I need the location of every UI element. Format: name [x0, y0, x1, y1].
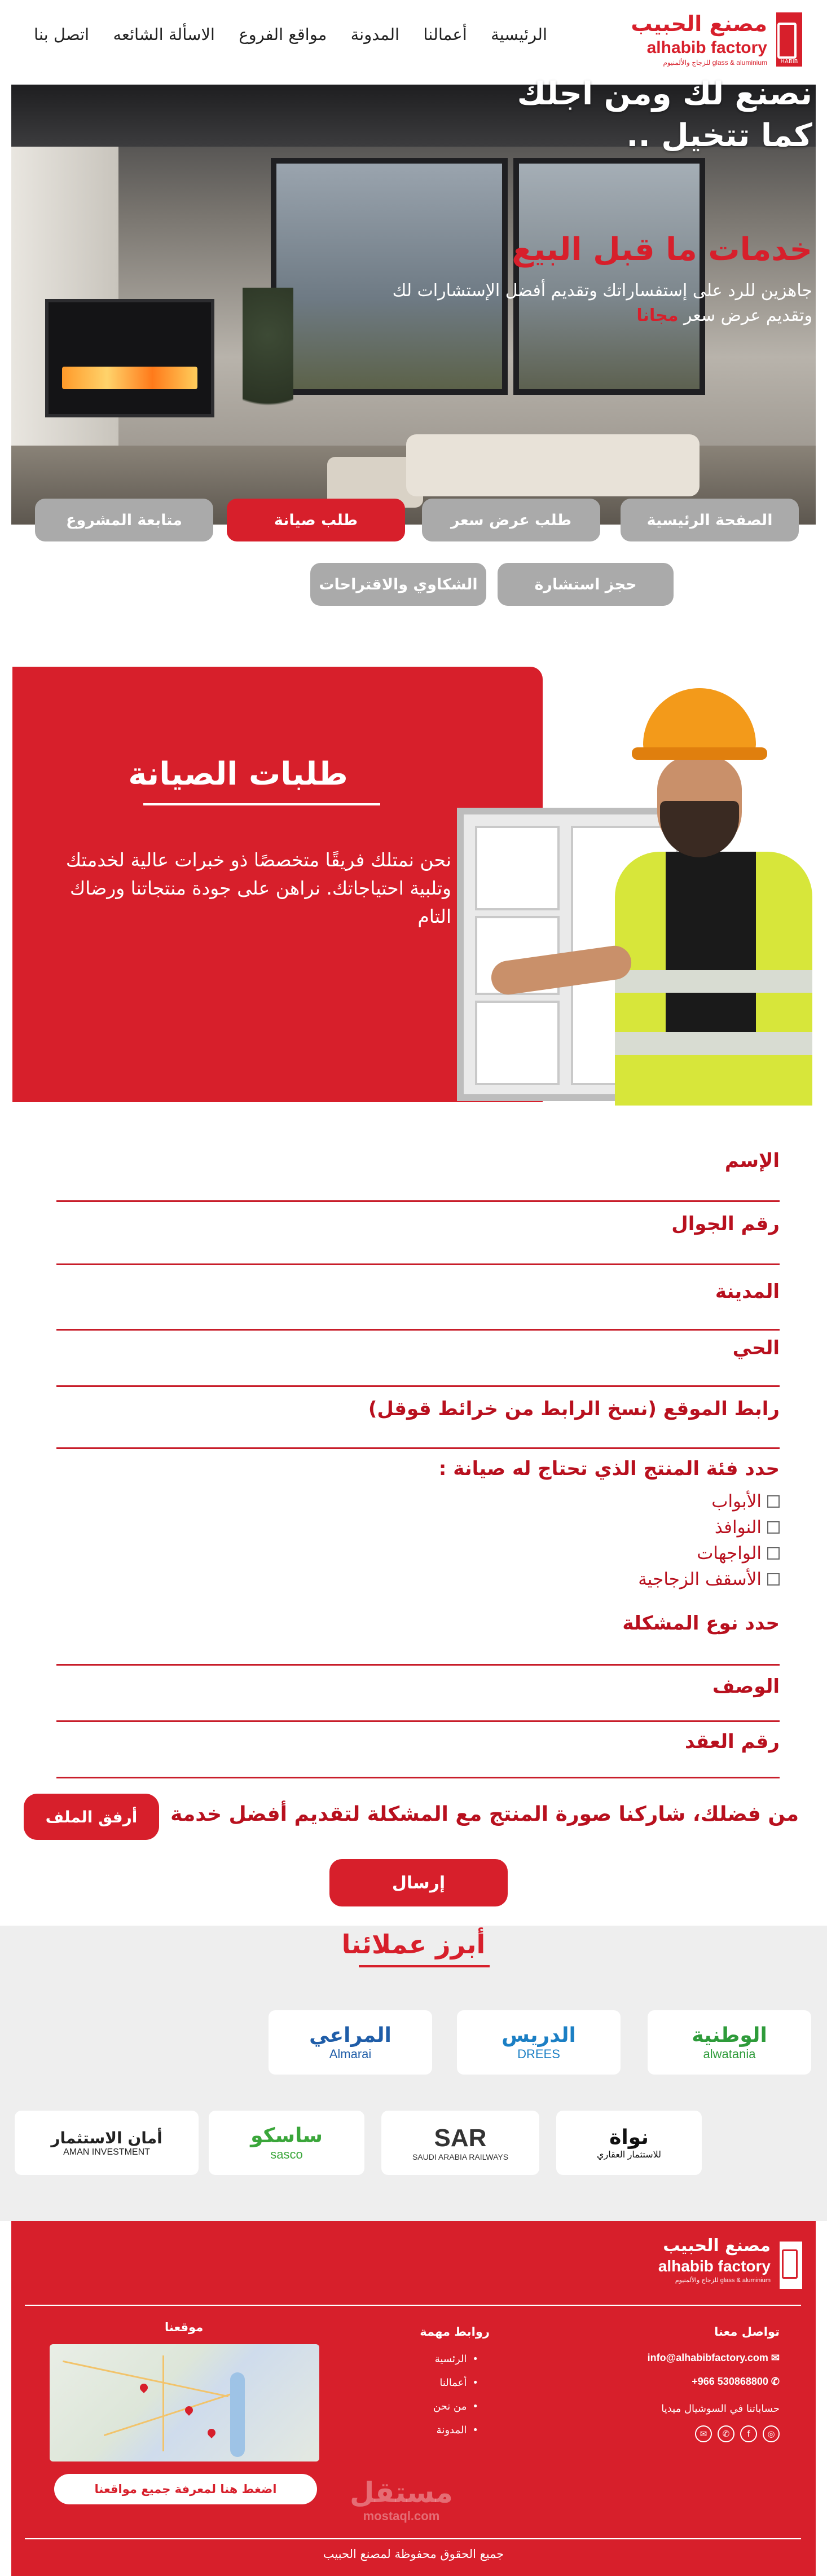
category-glass-roofs[interactable]: الأسقف الزجاجية	[638, 1569, 780, 1589]
home-page-button[interactable]: الصفحة الرئيسية	[621, 499, 799, 541]
footer-logo-mark	[780, 2242, 802, 2289]
city-underline	[56, 1329, 780, 1331]
footer-link-home[interactable]: • الرئسية	[435, 2353, 478, 2365]
district-label: الحي	[732, 1337, 780, 1359]
nav-works[interactable]: أعمالنا	[423, 25, 467, 44]
hero-sofa	[406, 434, 700, 496]
footer-logo-english: alhabib factory	[658, 2257, 771, 2275]
name-input[interactable]	[56, 1166, 564, 1195]
nav-faq[interactable]: الاسألة الشائعه	[113, 25, 215, 44]
footer-logo-arabic: مصنع الحبيب	[663, 2236, 771, 2256]
footer-phone[interactable]: +966 530868800 ✆	[692, 2376, 780, 2387]
attach-file-button[interactable]: أرفق الملف	[24, 1794, 159, 1840]
footer-bottom-divider	[25, 2538, 801, 2539]
nav-home[interactable]: الرئيسية	[491, 25, 547, 44]
instagram-icon[interactable]: ◎	[763, 2425, 780, 2442]
category-windows[interactable]: النوافذ	[715, 1517, 780, 1538]
logo-subtitle: glass & aluminium للزجاج والألمنيوم	[663, 59, 767, 67]
hero-subtitle: خدمات ما قبل البيع	[512, 231, 812, 268]
description-label: الوصف	[712, 1675, 780, 1698]
category-title: حدد فئة المنتج الذي تحتاج له صيانة :	[438, 1457, 780, 1480]
maintenance-title: طلبات الصيانة	[128, 756, 348, 792]
hero-window	[513, 158, 705, 395]
copyright-text: جميع الحقوق محفوظة لمصنع الحبيب	[323, 2547, 504, 2561]
whatsapp-icon[interactable]: ✆	[718, 2425, 734, 2442]
maintenance-description: نحن نمتلك فريقًا متخصصًا ذو خبرات عالية لخدمتك وتلبية احتياجاتك. نراهن على جودة منتجاتنا ورضاك التام	[65, 849, 451, 927]
city-input[interactable]	[56, 1297, 564, 1326]
client-logo-sar: SAR SAUDI ARABIA RAILWAYS	[381, 2111, 539, 2175]
email-social-icon[interactable]: ✉	[695, 2425, 712, 2442]
category-doors[interactable]: الأبواب	[711, 1491, 780, 1512]
links-heading: روابط مهمة	[420, 2325, 490, 2339]
footer-divider	[25, 2305, 801, 2306]
name-label: الإسم	[724, 1150, 780, 1172]
checkbox[interactable]	[767, 1573, 780, 1586]
worker-image	[581, 688, 827, 1106]
footer-link-works[interactable]: • أعمالنا	[439, 2377, 478, 2389]
client-logo-almarai: المراعي Almarai	[269, 2010, 432, 2075]
location-input[interactable]	[56, 1415, 564, 1443]
problem-type-underline	[56, 1664, 780, 1666]
nav-blog[interactable]: المدونة	[350, 25, 400, 44]
client-logo-aldrees: الدريس DREES	[457, 2010, 621, 2075]
map-water	[230, 2372, 245, 2457]
facebook-icon[interactable]: f	[740, 2425, 757, 2442]
district-input[interactable]	[56, 1354, 564, 1382]
footer-email[interactable]: ✉ info@alhabibfactory.com	[647, 2352, 780, 2363]
location-label: رابط الموقع (نسخ الرابط من خرائط قوقل)	[368, 1398, 780, 1420]
category-facades[interactable]: الواجهات	[697, 1543, 780, 1564]
footer-logo-subtitle: glass & aluminium للزجاج والألمنيوم	[675, 2277, 771, 2284]
all-locations-button[interactable]: اضغط هنا لمعرفة جميع مواقعنا	[54, 2474, 317, 2504]
mobile-label: رقم الجوال	[671, 1213, 780, 1235]
checkbox[interactable]	[767, 1547, 780, 1560]
project-follow-button[interactable]: متابعة المشروع	[35, 499, 213, 541]
client-logo-alwatania: الوطنية alwatania	[648, 2010, 811, 2075]
description-underline	[56, 1720, 780, 1722]
client-logo-nawah: نواة للاستثمار العقاري	[556, 2111, 702, 2175]
contract-label: رقم العقد	[684, 1730, 780, 1753]
problem-type-label: حدد نوع المشكلة	[622, 1612, 780, 1635]
checkbox[interactable]	[767, 1521, 780, 1534]
location-heading: موقعنا	[165, 2320, 204, 2334]
map-pin-icon[interactable]	[138, 2382, 149, 2393]
footer-link-about[interactable]: • من نحن	[433, 2401, 478, 2412]
upload-instruction: من فضلك، شاركنا صورة المنتج مع المشكلة لتقديم أفضل خدمة	[170, 1803, 799, 1826]
logo-mark: HABIB	[776, 12, 802, 67]
request-quote-button[interactable]: طلب عرض سعر	[422, 499, 600, 541]
site-logo[interactable]	[588, 12, 802, 69]
client-logo-aman: أمان الاستثمار AMAN INVESTMENT	[15, 2111, 199, 2175]
location-underline	[56, 1447, 780, 1449]
name-underline	[56, 1200, 780, 1202]
checkbox[interactable]	[767, 1495, 780, 1508]
request-maintenance-button[interactable]: طلب صيانة	[227, 499, 405, 541]
map-pin-icon[interactable]	[206, 2427, 217, 2438]
hero-description: جاهزين للرد على إستفساراتك وتقديم أفضل الإستشارات لك وتقديم عرض سعر مجانا	[392, 281, 812, 325]
complaints-button[interactable]: الشكاوي والاقتراحات	[310, 563, 486, 606]
mobile-input[interactable]	[56, 1230, 564, 1258]
watermark: مستقل mostaql.com	[350, 2476, 453, 2523]
hero-fire	[62, 367, 197, 389]
free-highlight: مجانا	[636, 306, 679, 325]
city-label: المدينة	[715, 1280, 780, 1303]
logo-arabic-text: مصنع الحبيب	[631, 11, 767, 36]
main-nav	[34, 25, 547, 44]
nav-branches[interactable]: مواقع الفروع	[239, 25, 327, 44]
mail-icon: ✉	[768, 2352, 780, 2363]
contact-heading: تواصل معنا	[714, 2325, 780, 2339]
contract-underline	[56, 1777, 780, 1778]
footer-link-blog[interactable]: • المدونة	[437, 2424, 478, 2436]
client-logo-sasco: ساسكو sasco	[209, 2111, 364, 2175]
hero-plant	[243, 288, 293, 446]
location-map[interactable]	[50, 2344, 319, 2461]
clients-underline	[359, 1965, 490, 1967]
problem-type-input[interactable]	[56, 1631, 564, 1659]
hero-fireplace	[45, 299, 214, 417]
social-heading: حساباتنا في السوشيال ميديا	[661, 2403, 780, 2415]
mobile-underline	[56, 1263, 780, 1265]
logo-english-text: alhabib factory	[646, 38, 767, 57]
nav-contact[interactable]: اتصل بنا	[34, 25, 90, 44]
title-underline	[143, 803, 380, 805]
description-input[interactable]	[56, 1691, 564, 1719]
contract-input[interactable]	[56, 1747, 564, 1776]
hero-title: نصنع لك ومن اجلك كما تتخيل ..	[517, 76, 812, 154]
submit-button[interactable]: إرسال	[329, 1859, 508, 1906]
book-consultation-button[interactable]: حجز استشارة	[498, 563, 674, 606]
site-header	[0, 0, 827, 83]
clients-title: أبرز عملائنا	[341, 1929, 486, 1959]
hero-window	[271, 158, 508, 395]
district-underline	[56, 1385, 780, 1387]
phone-icon: ✆	[768, 2376, 780, 2387]
